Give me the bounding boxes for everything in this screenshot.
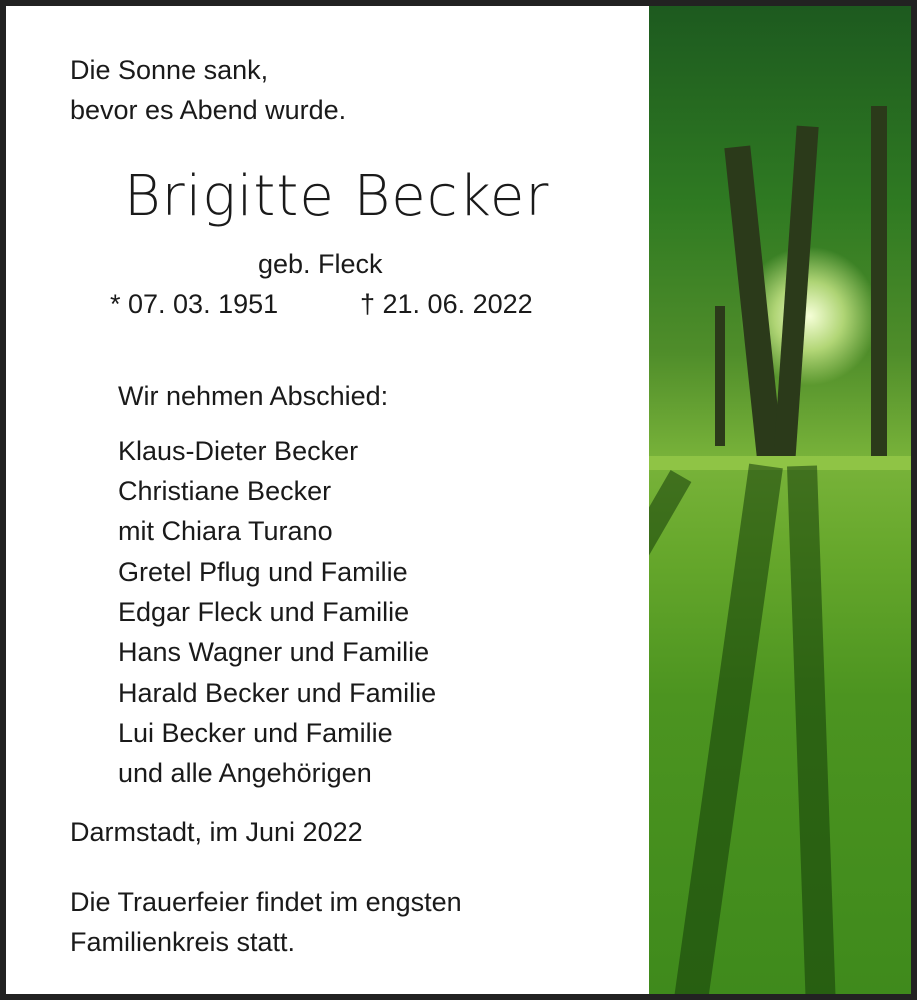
mourner: mit Chiara Turano [118, 516, 333, 546]
note-line-2: Familienkreis statt. [70, 927, 296, 957]
farewell-heading: Wir nehmen Abschied: [118, 381, 389, 411]
mourner: Christiane Becker [118, 476, 332, 506]
mourner: und alle Angehörigen [118, 758, 372, 788]
motto-line-2: bevor es Abend wurde. [70, 95, 347, 125]
mourner: Gretel Pflug und Familie [118, 557, 408, 587]
deceased-name: Brigitte Becker [124, 164, 550, 229]
obituary-notice [6, 6, 911, 994]
mourner: Lui Becker und Familie [118, 718, 393, 748]
tree-trunk [871, 106, 887, 456]
mourner: Edgar Fleck und Familie [118, 597, 410, 627]
note-line-1: Die Trauerfeier findet im engsten [70, 887, 462, 917]
place-date: Darmstadt, im Juni 2022 [70, 817, 363, 847]
mourner: Klaus-Dieter Becker [118, 436, 359, 466]
mourner: Harald Becker und Familie [118, 678, 437, 708]
tree-shadow [671, 464, 783, 994]
tree-shadow [787, 465, 837, 994]
park-trees-photo [649, 6, 911, 994]
tree-trunk [715, 306, 725, 446]
mourner: Hans Wagner und Familie [118, 637, 430, 667]
maiden-name: geb. Fleck [258, 249, 383, 279]
tree-shadow [649, 470, 691, 742]
motto-line-1: Die Sonne sank, [70, 55, 269, 85]
birth-date: * 07. 03. 1951 [110, 289, 279, 319]
death-date: † 21. 06. 2022 [360, 289, 533, 319]
